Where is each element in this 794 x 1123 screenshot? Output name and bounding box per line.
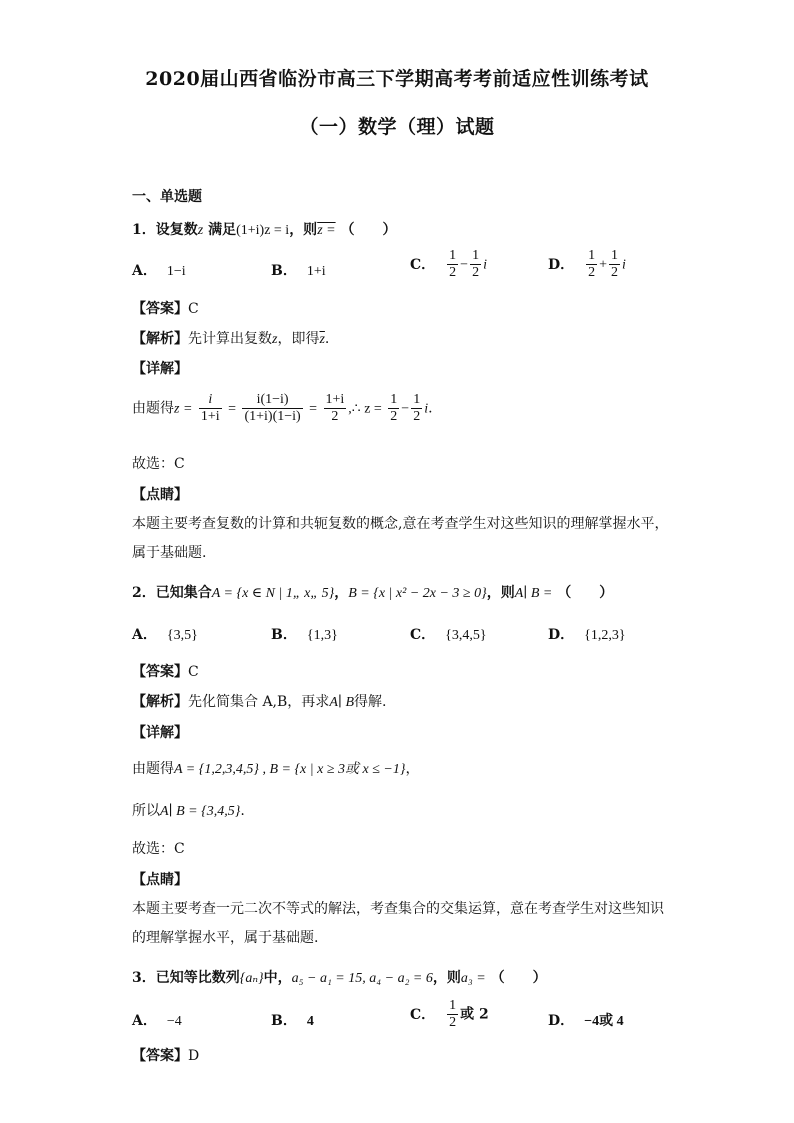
q1-analysis: 【解析】先计算出复数z，即得$\overline{z}$. — [132, 331, 330, 347]
q2-answer: 【答案】C — [132, 664, 199, 680]
q1-option-c: C． $\frac{1}{2}$ − $\frac{1}{2}$ i — [410, 248, 487, 280]
q2-option-d: D． {1,2,3} — [548, 627, 626, 643]
q1-comment-label: 【点睛】 — [132, 487, 188, 503]
q2-analysis: 【解析】先化简集合 A,B，再求A∣ B得解. — [132, 694, 387, 710]
q3-option-a: A． −4 — [132, 1013, 182, 1029]
q1-option-a: A． 1−i — [132, 263, 186, 279]
q2-option-a: A． {3,5} — [132, 627, 198, 643]
section-heading: 一、单选题 — [132, 189, 202, 205]
q2-option-b: B． {1,3} — [271, 627, 338, 643]
q3-option-c: C． $\frac{1}{2}$ 或 2 — [410, 998, 489, 1030]
q3-answer: 【答案】D — [132, 1048, 200, 1064]
q1-choose: 故选：C — [132, 456, 185, 472]
q2-option-c: C． {3,4,5} — [410, 627, 487, 643]
q1-comment-text: 本题主要考查复数的计算和共轭复数的概念,意在考查学生对这些知识的理解掌握水平，属于基础题. — [132, 516, 669, 561]
paper-title-line1: 2020届山西省临汾市高三下学期高考考前适应性训练考试 — [145, 68, 649, 90]
question-1-stem: 1．设复数z 满足(1+i)z = i，则z = （ ） — [132, 222, 397, 238]
q1-option-b: B． 1+i — [271, 263, 326, 279]
q2-detail-label: 【详解】 — [132, 725, 188, 741]
question-3-stem: 3．已知等比数列{aₙ}中，a₅ − a₁ = 15, a₄ − a₂ = 6，则a₃ = （ ） — [132, 970, 547, 986]
q2-comment-label: 【点睛】 — [132, 872, 188, 888]
q2-choose: 故选：C — [132, 841, 185, 857]
q1-detail-derivation: 由题得z = $\frac{i}{1+i}$ = $\frac{i(1-i)}{(1+i)(1-i)}$ = $\frac{1+i}{2}$ ,∴ z = $\frac{1}{2}$ − $\frac{1}{2}$ i. — [132, 392, 433, 424]
q3-option-d: D． −4或 4 — [548, 1013, 624, 1029]
q1-detail-label: 【详解】 — [132, 361, 188, 377]
q1-option-d: D． $\frac{1}{2}$ + $\frac{1}{2}$ i — [548, 248, 626, 280]
q1-answer: 【答案】C — [132, 301, 199, 317]
paper-title-line2: （一）数学（理）试题 — [299, 116, 495, 138]
q2-detail-line1: 由题得A = {1,2,3,4,5} , B = {x | x ≥ 3或 x ≤ −1}， — [132, 761, 420, 777]
question-2-stem: 2．已知集合A = {x ∈ N | 1„ x„ 5}，B = {x | x² − 2x − 3 ≥ 0}，则A∣ B = （ ） — [132, 585, 614, 601]
q3-option-b: B． 4 — [271, 1013, 314, 1029]
q2-detail-line2: 所以A∣ B = {3,4,5}. — [132, 803, 245, 819]
q2-comment-text: 本题主要考查一元二次不等式的解法，考查集合的交集运算，意在考查学生对这些知识的理解掌握水平，属于基础题. — [132, 901, 664, 946]
